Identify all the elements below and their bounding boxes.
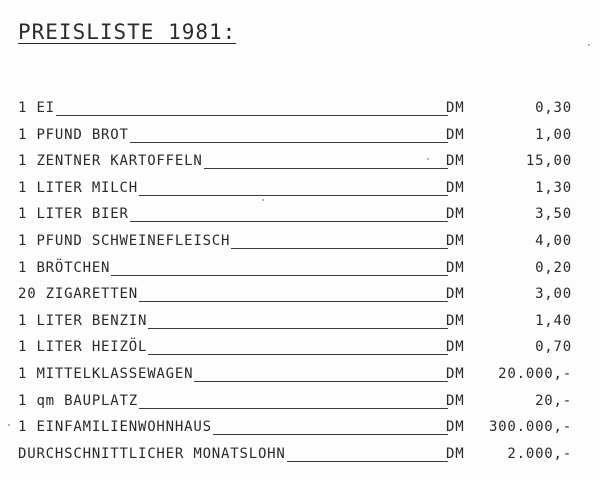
scan-speck: [262, 199, 264, 201]
price-row: [18, 178, 588, 205]
price-row: [18, 311, 588, 338]
page-title: PREISLISTE 1981:: [18, 20, 237, 44]
dotted-leader: [18, 115, 448, 116]
currency-label: DM: [446, 179, 465, 196]
price-row: [18, 337, 588, 364]
price-row: [18, 258, 588, 285]
currency-label: DM: [446, 419, 465, 436]
currency-label: DM: [446, 286, 465, 303]
item-name: 1 BRÖTCHEN: [18, 259, 111, 276]
item-price: 20.000,-: [498, 365, 572, 382]
price-list: [18, 98, 588, 470]
price-row: [18, 391, 588, 418]
scan-speck: [427, 158, 429, 160]
item-price: 1,40: [535, 312, 572, 329]
currency-label: DM: [446, 100, 465, 116]
item-price: 300.000,-: [488, 419, 572, 436]
item-price: 1,00: [535, 126, 572, 143]
price-row: [18, 284, 588, 311]
item-price: 3,50: [535, 206, 572, 223]
item-name: 1 LITER BENZIN: [18, 312, 148, 329]
price-row: [18, 125, 588, 152]
item-price: 0,30: [535, 100, 572, 116]
item-name: 1 qm BAUPLATZ: [18, 392, 138, 409]
item-name: 1 MITTELKLASSEWAGEN: [18, 365, 194, 382]
item-name: 1 PFUND BROT: [18, 126, 129, 143]
currency-label: DM: [446, 259, 465, 276]
price-row: [18, 417, 588, 444]
item-price: 20,-: [535, 392, 572, 409]
scan-speck: [588, 44, 590, 46]
item-name: 1 ZENTNER KARTOFFELN: [18, 153, 203, 170]
price-row: [18, 151, 588, 178]
item-price: 0,70: [535, 339, 572, 356]
currency-label: DM: [446, 232, 465, 249]
currency-label: DM: [446, 312, 465, 329]
item-price: 15,00: [525, 153, 572, 170]
currency-label: DM: [446, 126, 465, 143]
item-name: 1 EINFAMILIENWOHNHAUS: [18, 419, 212, 436]
currency-label: DM: [446, 153, 465, 170]
price-row: [18, 204, 588, 231]
item-name: 1 PFUND SCHWEINEFLEISCH: [18, 232, 231, 249]
item-price: 3,00: [535, 286, 572, 303]
item-name: 20 ZIGARETTEN: [18, 286, 138, 303]
currency-label: DM: [446, 206, 465, 223]
currency-label: DM: [446, 392, 465, 409]
price-row: [18, 98, 588, 125]
item-name: 1 LITER HEIZÖL: [18, 339, 148, 356]
item-price: 1,30: [535, 179, 572, 196]
item-name: DURCHSCHNITTLICHER MONATSLOHN: [18, 445, 286, 462]
price-row: [18, 364, 588, 391]
price-row: [18, 444, 588, 471]
item-price: 4,00: [535, 232, 572, 249]
item-name: 1 LITER BIER: [18, 206, 129, 223]
scan-speck: [8, 424, 10, 426]
item-name: 1 EI: [18, 100, 55, 116]
currency-label: DM: [446, 445, 465, 462]
currency-label: DM: [446, 365, 465, 382]
item-price: 0,20: [535, 259, 572, 276]
price-row: [18, 231, 588, 258]
item-price: 2.000,-: [507, 445, 572, 462]
currency-label: DM: [446, 339, 465, 356]
item-name: 1 LITER MILCH: [18, 179, 138, 196]
